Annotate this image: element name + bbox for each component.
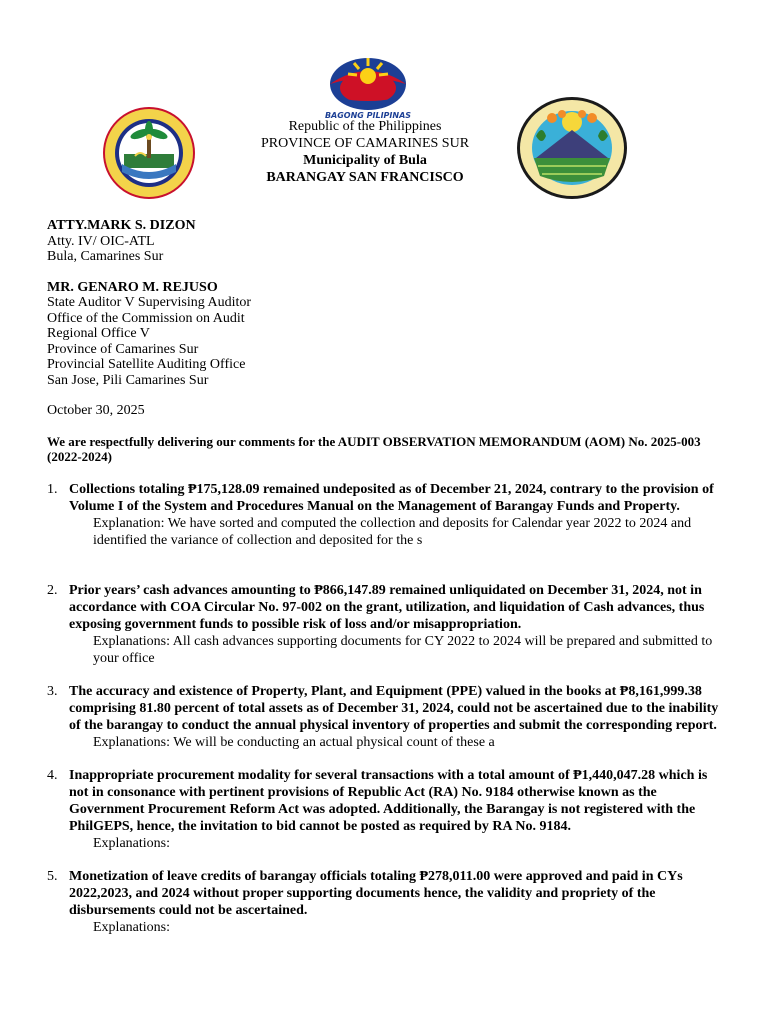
recipient1-address: Bula, Camarines Sur xyxy=(47,249,164,264)
recipient2-line: Regional Office V xyxy=(47,326,150,341)
recipient1-name: ATTY.MARK S. DIZON xyxy=(47,218,196,233)
list-item xyxy=(47,481,727,549)
item-heading: Monetization of leave credits of barangay officials totaling ₱278,011.00 were approved and paid in CYs 2022,2023, and 2024 without proper supporting documents hence, the validity and propriety of the disbursements could not be ascertained. xyxy=(69,869,683,918)
recipient2-name: MR. GENARO M. REJUSO xyxy=(47,280,218,295)
header-province: PROVINCE OF CAMARINES SUR xyxy=(260,136,470,151)
recipient2-line: Office of the Commission on Audit xyxy=(47,311,245,326)
bagong-pilipinas-logo xyxy=(312,54,424,120)
item-number: 2. xyxy=(47,583,58,598)
item-heading: Inappropriate procurement modality for several transactions with a total amount of ₱1,440,047.28 which is not in consonance with pertinent provisions of Republic Act (RA) No. 9184 otherwise known as the Government Procurement Reform Act was adopted. Additionally, the Barangay is not registered with the PhilGEPS, hence, the invitation to bid cannot be posted as required by RA No. 9184. xyxy=(69,768,708,834)
item-number: 3. xyxy=(47,684,58,699)
list-item xyxy=(47,683,727,751)
recipient2-line: Province of Camarines Sur xyxy=(47,342,199,357)
item-explanation: Explanation: We have sorted and computed the collection and deposits for Calendar year 2022 to 2024 and identified the variance of collection and deposited for the s xyxy=(93,516,692,548)
recipient2-line: State Auditor V Supervising Auditor xyxy=(47,295,252,310)
item-number: 1. xyxy=(47,482,58,497)
item-heading: Prior years’ cash advances amounting to ₱866,147.89 remained unliquidated on December 31, 2024, not in accordance with COA Circular No. 97-002 on the grant, utilization, and liquidation of Cash advances, thus exposing government funds to possible risk of loss and/or misappropriation. xyxy=(69,583,705,632)
list-item xyxy=(47,868,727,936)
recipient2-line: Provincial Satellite Auditing Office xyxy=(47,357,246,372)
barangay-seal xyxy=(516,96,628,200)
list-item xyxy=(47,767,727,852)
letter-date: October 30, 2025 xyxy=(47,403,145,418)
item-explanation: Explanations: We will be conducting an actual physical count of these a xyxy=(93,735,495,750)
item-heading: The accuracy and existence of Property, Plant, and Equipment (PPE) valued in the books at ₱8,161,999.38 comprising 81.80 percent of total assets as of December 31, 2024, could not be ascertained due to the inability of the barangay to conduct the annual physical inventory of properties and submit the corresponding report. xyxy=(69,684,719,733)
municipality-seal xyxy=(102,106,196,200)
header-barangay: BARANGAY SAN FRANCISCO xyxy=(266,170,464,185)
item-number: 4. xyxy=(47,768,58,783)
item-explanation: Explanations: All cash advances supporting documents for CY 2022 to 2024 will be prepared and submitted to your office xyxy=(93,634,713,666)
intro-paragraph: We are respectfully delivering our comments for the AUDIT OBSERVATION MEMORANDUM (AOM) No. 2025-003 (2022-2024) xyxy=(47,434,701,464)
recipient2-line: San Jose, Pili Camarines Sur xyxy=(47,373,209,388)
header-municipality: Municipality of Bula xyxy=(303,153,427,168)
list-item xyxy=(47,582,727,667)
header-country: Republic of the Philippines xyxy=(288,119,442,134)
recipient1-title: Atty. IV/ OIC-ATL xyxy=(47,234,155,249)
item-number: 5. xyxy=(47,869,58,884)
logo-banner-text: BAGONG PILIPINAS xyxy=(324,111,412,120)
item-explanation: Explanations: xyxy=(93,836,170,851)
item-heading: Collections totaling ₱175,128.09 remained undeposited as of December 21, 2024, contrary to the provision of Volume I of the System and Procedures Manual on the Management of Barangay Funds and Property. xyxy=(69,482,714,514)
item-explanation: Explanations: xyxy=(93,920,170,935)
